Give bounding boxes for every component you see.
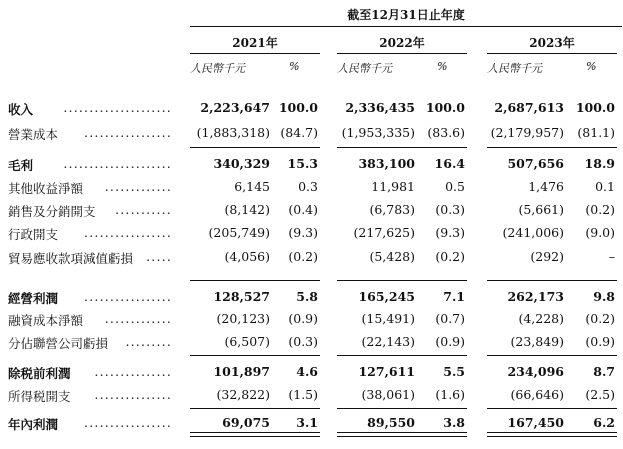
amount-cell: (1,953,335) [341,125,415,140]
percent-cell: (0.2) [585,311,615,326]
row-label: 年內利潤 [8,417,59,432]
leader-dots: ............. [104,179,172,194]
leader-dots: ............. [104,311,172,326]
amount-cell: 383,100 [358,156,415,171]
amount-cell: (217,625) [353,225,415,240]
leader-dots: ................. [84,225,172,240]
percent-cell: 7.1 [443,289,465,304]
subtotal-rule [190,147,320,148]
leader-dots: ............... [94,387,172,402]
percent-cell: (0.2) [435,249,465,264]
row-label: 毛利 [8,158,34,173]
percent-cell: (9.0) [585,225,615,240]
row-label: 其他收益淨額 [8,181,84,196]
subtotal-rule [190,355,320,356]
subtotal-rule [337,147,467,148]
subtotal-rule [487,147,617,148]
amount-cell: (292) [530,249,564,264]
percent-cell: 18.9 [584,156,615,171]
amount-cell: 2,336,435 [345,100,415,115]
percent-cell: 0.1 [595,179,615,194]
percent-cell: (0.9) [585,334,615,349]
percent-cell: (0.4) [288,202,318,217]
total-double-rule [190,432,320,437]
unit-pct-2021: % [289,60,300,73]
amount-cell: 262,173 [507,289,564,304]
row-label: 經營利潤 [8,291,59,306]
subtotal-rule [190,408,320,409]
amount-cell: (15,491) [361,311,415,326]
year-rule-2023 [487,53,617,54]
amount-cell: (20,123) [216,311,270,326]
amount-cell: 89,550 [367,415,415,430]
percent-cell: 5.5 [443,364,465,379]
amount-cell: 69,075 [222,415,270,430]
subtotal-rule [337,280,467,281]
percent-cell: (0.2) [585,202,615,217]
unit-pct-2022: % [437,60,448,73]
row-label: 行政開支 [8,227,59,242]
percent-cell: (84.7) [280,125,318,140]
percent-cell: 3.1 [296,415,318,430]
percent-cell: 100.0 [278,100,318,115]
percent-cell: (0.3) [435,202,465,217]
amount-cell: (5,428) [369,249,415,264]
amount-cell: 127,611 [358,364,415,379]
amount-cell: 1,476 [528,179,564,194]
percent-cell: 6.2 [593,415,615,430]
percent-cell: 100.0 [425,100,465,115]
percent-cell: (0.9) [288,311,318,326]
amount-cell: 507,656 [507,156,564,171]
amount-cell: (8,142) [224,202,270,217]
year-2022: 2022年 [379,36,425,50]
percent-cell: (0.3) [288,334,318,349]
percent-cell: (81.1) [577,125,615,140]
leader-dots: ..... [146,249,172,264]
amount-cell: 128,527 [213,289,270,304]
amount-cell: 165,245 [358,289,415,304]
percent-cell: 0.3 [298,179,318,194]
percent-cell: (2.5) [585,387,615,402]
percent-cell: 4.6 [296,364,318,379]
subtotal-rule [337,355,467,356]
unit-amount-2022: 人民幣千元 [337,62,392,75]
percent-cell: (1.6) [435,387,465,402]
percent-cell: (9.3) [288,225,318,240]
percent-cell: (0.9) [435,334,465,349]
unit-amount-2023: 人民幣千元 [487,62,542,75]
percent-cell: – [608,249,615,264]
percent-cell: (0.2) [288,249,318,264]
amount-cell: 167,450 [507,415,564,430]
percent-cell: (83.6) [427,125,465,140]
percent-cell: 9.8 [593,289,615,304]
row-label: 分佔聯營公司虧損 [8,336,109,351]
leader-dots: ................. [84,125,172,140]
amount-cell: (1,883,318) [196,125,270,140]
amount-cell: 6,145 [234,179,270,194]
amount-cell: 2,687,613 [494,100,564,115]
amount-cell: (4,056) [224,249,270,264]
row-label: 貿易應收款項減值虧損 [8,251,134,266]
amount-cell: (66,646) [510,387,564,402]
leader-dots: ................. [84,289,172,304]
amount-cell: 2,223,647 [200,100,270,115]
amount-cell: (2,179,957) [490,125,564,140]
row-label: 收入 [8,102,34,117]
leader-dots: ......... [125,334,172,349]
unit-pct-2023: % [586,60,597,73]
row-label: 融資成本淨額 [8,313,84,328]
amount-cell: (4,228) [518,311,564,326]
row-label: 除税前利潤 [8,366,71,381]
row-label: 營業成本 [8,127,59,142]
percent-cell: 15.3 [287,156,318,171]
percent-cell: 0.5 [445,179,465,194]
percent-cell: 16.4 [434,156,465,171]
row-label: 所得税開支 [8,389,71,404]
leader-dots: ............... [94,364,172,379]
amount-cell: 11,981 [371,179,415,194]
amount-cell: (241,006) [502,225,564,240]
amount-cell: (205,749) [208,225,270,240]
amount-cell: 234,096 [507,364,564,379]
percent-cell: 3.8 [443,415,465,430]
year-2021: 2021年 [232,36,278,50]
amount-cell: (22,143) [361,334,415,349]
amount-cell: (6,783) [369,202,415,217]
header-rule [190,26,622,27]
percent-cell: 5.8 [296,289,318,304]
row-label: 銷售及分銷開支 [8,204,96,219]
year-rule-2021 [190,53,320,54]
amount-cell: 101,897 [213,364,270,379]
leader-dots: ..................... [63,100,172,115]
total-double-rule [487,432,617,437]
leader-dots: ........... [115,202,172,217]
percent-cell: (9.3) [435,225,465,240]
percent-cell: 8.7 [593,364,615,379]
amount-cell: (32,822) [216,387,270,402]
year-2023: 2023年 [529,36,575,50]
unit-amount-2021: 人民幣千元 [190,62,245,75]
total-double-rule [337,432,467,437]
amount-cell: (38,061) [361,387,415,402]
year-rule-2022 [337,53,467,54]
amount-cell: 340,329 [213,156,270,171]
percent-cell: (1.5) [288,387,318,402]
leader-dots: ................. [84,415,172,430]
subtotal-rule [337,408,467,409]
amount-cell: (23,849) [510,334,564,349]
amount-cell: (6,507) [224,334,270,349]
subtotal-rule [487,280,617,281]
subtotal-rule [487,408,617,409]
amount-cell: (5,661) [518,202,564,217]
leader-dots: ..................... [63,156,172,171]
subtotal-rule [487,355,617,356]
percent-cell: (0.7) [435,311,465,326]
subtotal-rule [190,280,320,281]
percent-cell: 100.0 [575,100,615,115]
period-title: 截至12月31日止年度 [347,8,465,22]
